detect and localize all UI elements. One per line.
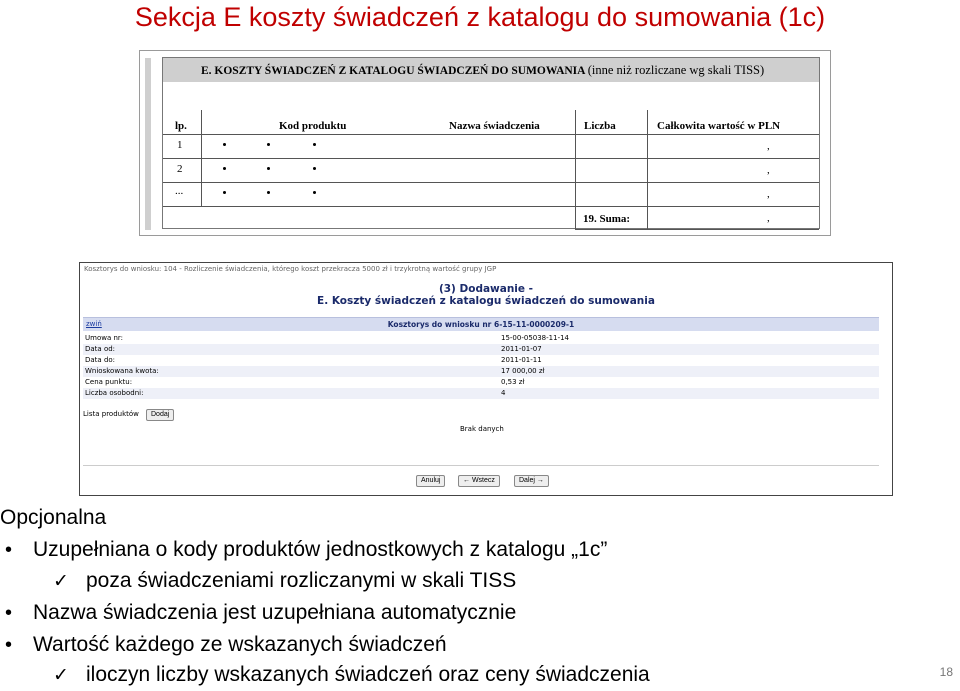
form-line xyxy=(575,229,819,230)
cell-dot xyxy=(223,167,226,170)
bullet-1-sub: poza świadczeniami rozliczanymi w skali TISS xyxy=(86,569,517,592)
bullets-heading: Opcjonalna xyxy=(0,506,107,529)
form-header-title: E. KOSZTY ŚWIADCZEŃ Z KATALOGU ŚWIADCZEŃ DO SUMOWANIA xyxy=(201,65,585,77)
col-liczba: Liczba xyxy=(584,120,616,132)
info-value: 2011-01-07 xyxy=(501,345,542,353)
cell-dot xyxy=(267,143,270,146)
value-comma: , xyxy=(767,140,770,152)
bullet-2: Nazwa świadczenia jest uzupełniana automatycznie xyxy=(33,601,517,624)
bullet-icon: • xyxy=(5,634,13,656)
suma-label: 19. Suma: xyxy=(583,213,631,225)
value-comma: , xyxy=(767,188,770,200)
check-icon: ✓ xyxy=(53,570,69,592)
divider xyxy=(83,465,879,466)
col-nazwa: Nazwa świadczenia xyxy=(449,120,540,132)
bullet-3-sub: iloczyn liczby wskazanych świadczeń oraz ceny świadczenia xyxy=(86,663,650,686)
form-line xyxy=(163,206,819,207)
app-screenshot xyxy=(79,262,893,496)
info-label: Umowa nr: xyxy=(85,334,124,342)
form-header-subtitle: (inne niż rozliczane wg skali TISS) xyxy=(587,63,765,77)
form-header xyxy=(163,58,819,82)
info-row xyxy=(83,377,879,388)
info-row xyxy=(83,388,879,399)
check-icon: ✓ xyxy=(53,664,69,686)
row-number: 2 xyxy=(177,163,183,175)
cell-dot xyxy=(313,143,316,146)
cell-dot xyxy=(267,167,270,170)
form-line xyxy=(163,134,819,135)
next-button[interactable]: Dalej → xyxy=(514,475,549,487)
info-label: Data od: xyxy=(85,345,116,353)
col-lp: lp. xyxy=(175,120,187,132)
info-row xyxy=(83,344,879,355)
info-label: Wnioskowana kwota: xyxy=(85,367,159,375)
kosztorys-title: Kosztorys do wniosku nr 6-15-11-0000209-1 xyxy=(387,320,575,329)
page-number: 18 xyxy=(939,665,953,679)
info-row xyxy=(83,366,879,377)
breadcrumb: Kosztorys do wniosku: 104 - Rozliczenie świadczenia, którego koszt przekracza 5000 zł i trzykrotną wartość grupy JGP xyxy=(84,265,497,273)
kosztorys-bar xyxy=(83,317,879,331)
form-line xyxy=(647,110,648,230)
collapse-link[interactable]: zwiń xyxy=(86,320,102,328)
add-product-button[interactable]: Dodaj xyxy=(146,409,174,421)
col-kod: Kod produktu xyxy=(279,120,347,132)
cell-dot xyxy=(223,191,226,194)
form-line xyxy=(163,182,819,183)
info-row xyxy=(83,355,879,366)
form-line xyxy=(163,158,819,159)
slide-title: Sekcja E koszty świadczeń z katalogu do sumowania (1c) xyxy=(134,2,826,32)
no-data-text: Brak danych xyxy=(460,425,504,433)
col-wartosc: Całkowita wartość w PLN xyxy=(657,120,781,132)
row-number: 1 xyxy=(177,139,183,151)
paper-form-image xyxy=(139,50,831,236)
cell-dot xyxy=(267,191,270,194)
bullet-icon: • xyxy=(5,539,13,561)
info-value: 2011-01-11 xyxy=(501,356,542,364)
back-button[interactable]: ← Wstecz xyxy=(458,475,500,487)
cell-dot xyxy=(313,167,316,170)
info-value: 4 xyxy=(501,389,506,397)
form-line xyxy=(201,110,202,207)
bullet-icon: • xyxy=(5,602,13,624)
cell-dot xyxy=(223,143,226,146)
info-value: 17 000,00 zł xyxy=(501,367,545,375)
info-value: 0,53 zł xyxy=(501,378,525,386)
form-line xyxy=(575,110,576,230)
value-comma: , xyxy=(767,212,770,224)
bullet-3: Wartość każdego ze wskazanych świadczeń xyxy=(33,633,447,656)
value-comma: , xyxy=(767,164,770,176)
info-label: Cena punktu: xyxy=(85,378,133,386)
cancel-button[interactable]: Anuluj xyxy=(416,475,445,487)
info-label: Data do: xyxy=(85,356,116,364)
form-step-title: (3) Dodawanie - xyxy=(438,283,534,295)
paper-form xyxy=(162,57,820,229)
product-list-label: Lista produktów xyxy=(83,410,139,418)
form-section-title: E. Koszty świadczeń z katalogu świadczeń do sumowania xyxy=(317,295,655,307)
cell-dot xyxy=(313,191,316,194)
info-value: 15-00-05038-11-14 xyxy=(501,334,570,342)
row-number: ... xyxy=(175,185,184,197)
bullet-1: Uzupełniana o kody produktów jednostkowych z katalogu „1c” xyxy=(33,538,608,561)
info-row xyxy=(83,333,879,344)
info-label: Liczba osobodni: xyxy=(85,389,144,397)
